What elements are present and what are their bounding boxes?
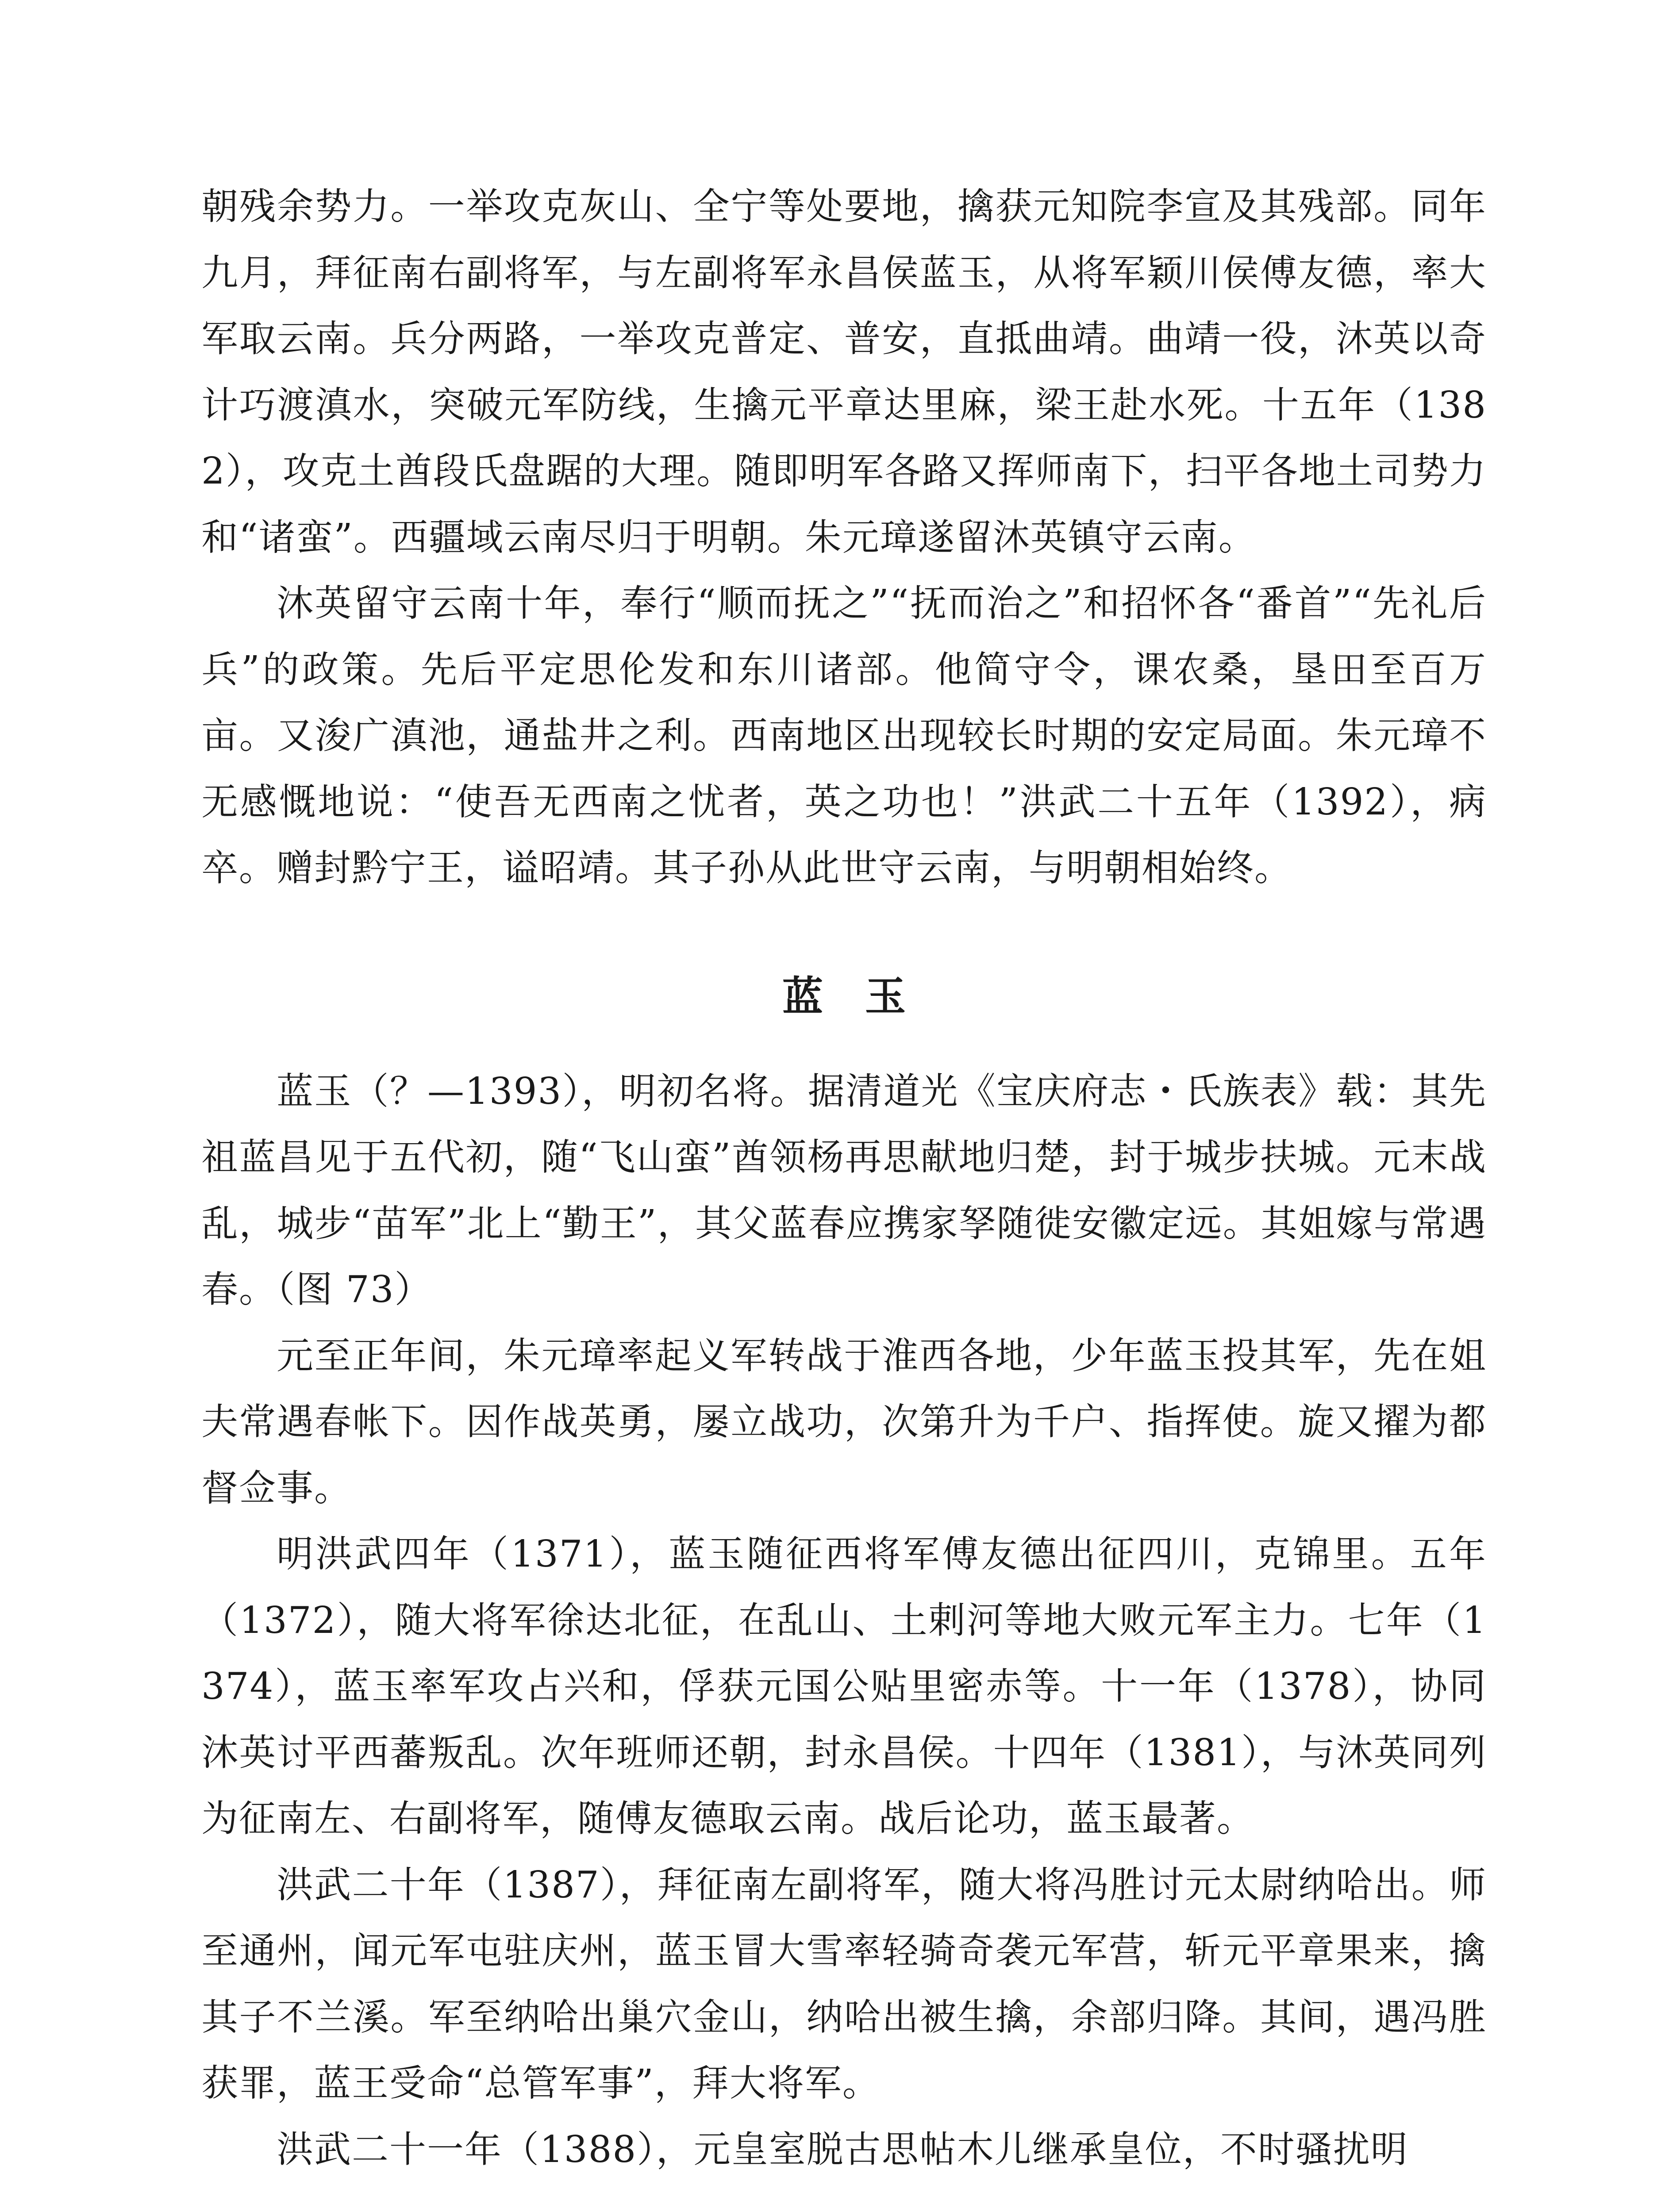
paragraph-continued: 朝残余势力。一举攻克灰山、全宁等处要地，擒获元知院李宣及其残部。同年九月，拜征南右副将军，与左副将军永昌侯蓝玉，从将军颖川侯傅友德，率大军取云南。兵分两路，一举攻克普定、普安，直抵曲靖。曲靖一役，沐英以奇计巧渡滇水，突破元军防线，生擒元平章达里麻，梁王赴水死。十五年（1382），攻克土酋段氏盘踞的大理。随即明军各路又挥师南下，扫平各地土司势力和“诸蛮”。西疆域云南尽归于明朝。朱元璋遂留沐英镇守云南。 [201,185,1487,559]
paragraph: 元至正年间，朱元璋率起义军转战于淮西各地，少年蓝玉投其军，先在姐夫常遇春帐下。因作战英勇，屡立战功，次第升为千户、指挥使。旋又擢为都督佥事。 [201,1334,1487,1509]
paragraph: 沐英留守云南十年，奉行“顺而抚之”“抚而治之”和招怀各“番首”“先礼后兵”的政策。先后平定思伦发和东川诸部。他简守令，课农桑，垦田至百万亩。又浚广滇池，通盐井之利。西南地区出现较长时期的安定局面。朱元璋不无感慨地说：“使吾无西南之忧者，英之功也！”洪武二十五年（1392），病卒。赠封黔宁王，谥昭靖。其子孙从此世守云南，与明朝相始终。 [201,582,1487,889]
body-text [201,173,1487,2182]
section-title: 蓝玉 [782,972,948,1020]
paragraph: 洪武二十年（1387），拜征南左副将军，随大将冯胜讨元太尉纳哈出。师至通州，闻元军屯驻庆州，蓝玉冒大雪率轻骑奇袭元军营，斩元平章果来，擒其子不兰溪。军至纳哈出巢穴金山，纳哈出被生擒，余部归降。其间，遇冯胜获罪，蓝王受命“总管军事”，拜大将军。 [201,1863,1487,2104]
paragraph: 蓝玉（？—1393），明初名将。据清道光《宝庆府志・氏族表》载：其先祖蓝昌见于五代初，随“飞山蛮”酋领杨再思献地归楚，封于城步扶城。元末战乱，城步“苗军”北上“勤王”，其父蓝春应携家孥随徙安徽定远。其姐嫁与常遇春。（图 73） [201,1069,1487,1311]
paragraph: 洪武二十一年（1388），元皇室脱古思帖木儿继承皇位，不时骚扰明 [277,2128,1408,2171]
paragraph: 明洪武四年（1371），蓝玉随征西将军傅友德出征四川，克锦里。五年（1372），随大将军徐达北征，在乱山、土剌河等地大败元军主力。七年（1374），蓝玉率军攻占兴和，俘获元国公贴里密赤等。十一年（1378），协同沐英讨平西蕃叛乱。次年班师还朝，封永昌侯。十四年（1381），与沐英同列为征南左、右副将军，随傅友德取云南。战后论功，蓝玉最著。 [201,1532,1487,1840]
